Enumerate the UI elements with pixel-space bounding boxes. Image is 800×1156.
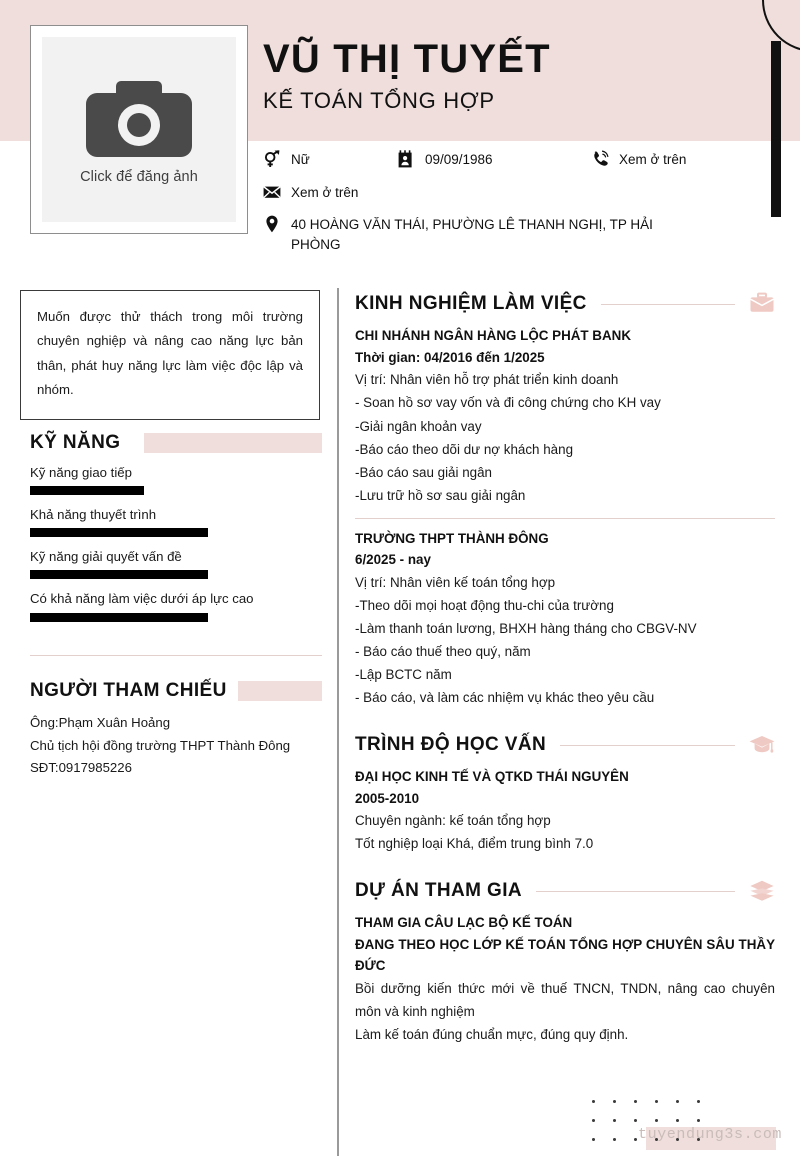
dot	[592, 1119, 595, 1122]
experience-line: -Giải ngân khoản vay	[355, 418, 482, 434]
projects-title: DỰ ÁN THAM GIA	[355, 880, 523, 901]
skills-header	[30, 428, 322, 458]
skills-title-accent	[144, 433, 322, 453]
skills-section-rule	[30, 655, 322, 656]
reference-title-accent	[238, 681, 322, 701]
skill-level-bar	[30, 613, 208, 622]
email-value: Xem ở trên	[291, 184, 359, 200]
reference-line: SĐT:0917985226	[30, 760, 132, 776]
id-card-icon	[397, 150, 415, 168]
experience-line: Vị trí: Nhân viên kế toán tổng hợp	[355, 575, 556, 591]
dot	[697, 1119, 700, 1122]
education-line: Tốt nghiệp loại Khá, điểm trung bình 7.0	[355, 836, 594, 852]
education-header	[355, 733, 775, 757]
dot	[592, 1138, 595, 1141]
name-block	[263, 38, 743, 114]
candidate-job-title: KẾ TOÁN TỔNG HỢP	[263, 88, 495, 113]
graduation-cap-icon	[749, 733, 775, 757]
experience-entry-divider	[355, 518, 775, 519]
skill-item	[30, 548, 322, 579]
education-title: TRÌNH ĐỘ HỌC VẤN	[355, 734, 547, 755]
contact-phone	[591, 150, 686, 170]
skill-label: Có khả năng làm việc dưới áp lực cao	[30, 591, 254, 607]
candidate-name: VŨ THỊ TUYẾT	[263, 37, 551, 81]
location-pin-icon	[263, 215, 281, 233]
phone-value: Xem ở trên	[619, 152, 687, 167]
career-objective-box	[20, 290, 320, 420]
project-line: Bồi dưỡng kiến thức mới về thuế TNCN, TNDN, nâng cao chuyên môn và kinh nghiệm	[355, 981, 775, 1020]
skill-level-bar	[30, 486, 144, 495]
contact-address	[263, 215, 661, 254]
contact-dob	[397, 150, 591, 170]
experience-line: - Báo cáo, và làm các nhiệm vụ khác theo yêu cầu	[355, 690, 655, 706]
experience-time: 6/2025 - nay	[355, 552, 431, 568]
skills-title: KỸ NĂNG	[30, 428, 130, 458]
photo-caption: Click để đăng ảnh	[80, 168, 198, 185]
reference-section	[30, 676, 322, 780]
experience-time: Thời gian: 04/2016 đến 1/2025	[355, 349, 545, 365]
skill-level-bar	[30, 570, 208, 579]
section-rule	[601, 304, 735, 305]
education-line: Chuyên ngành: kế toán tổng hợp	[355, 813, 551, 829]
experience-org: TRƯỜNG THPT THÀNH ĐÔNG	[355, 530, 549, 546]
address-value: 40 HOÀNG VĂN THÁI, PHƯỜNG LÊ THANH NGHỊ, TP HẢI PHÒNG	[291, 217, 653, 252]
project-org: THAM GIA CÂU LẠC BỘ KẾ TOÁN	[355, 915, 573, 930]
experience-line: -Báo cáo theo dõi dư nợ khách hàng	[355, 441, 574, 457]
section-rule	[536, 891, 735, 892]
dot	[676, 1100, 679, 1103]
experience-line: -Theo dõi mọi hoạt động thu-chi của trường	[355, 598, 614, 614]
site-watermark: tuyendung3s.com	[638, 1126, 783, 1143]
contact-row-primary	[263, 150, 783, 170]
experience-section	[355, 292, 775, 709]
dot	[613, 1119, 616, 1122]
education-section	[355, 733, 775, 856]
experience-line: - Soan hồ sơ vay vốn và đi công chứng cho KH vay	[355, 395, 661, 411]
experience-line: -Báo cáo sau giải ngân	[355, 464, 492, 480]
dot	[676, 1119, 679, 1122]
briefcase-icon	[749, 292, 775, 316]
contact-row-email	[263, 183, 783, 203]
project-line: Làm kế toán đúng chuẩn mực, đúng quy định.	[355, 1027, 629, 1043]
dot	[697, 1100, 700, 1103]
dot	[634, 1100, 637, 1103]
skill-label: Khả năng thuyết trình	[30, 507, 157, 523]
experience-entry	[355, 325, 775, 507]
experience-org: CHI NHÁNH NGÂN HÀNG LỘC PHÁT BANK	[355, 328, 631, 343]
contact-row-address	[263, 215, 783, 254]
project-entry	[355, 912, 775, 1046]
envelope-icon	[263, 183, 281, 201]
dot	[634, 1138, 637, 1141]
dot	[655, 1100, 658, 1103]
education-time: 2005-2010	[355, 790, 420, 806]
experience-header	[355, 292, 775, 316]
experience-line: -Lập BCTC năm	[355, 667, 452, 683]
skill-item	[30, 464, 322, 495]
projects-section	[355, 879, 775, 1046]
gender-icon	[263, 150, 281, 168]
camera-icon	[83, 75, 195, 157]
dot	[613, 1100, 616, 1103]
reference-header	[30, 676, 322, 706]
contact-gender	[263, 150, 397, 170]
career-objective-text: Muốn được thử thách trong môi trường chuyên nghiệp và nâng cao năng lực bản thân, phát huy năng lực làm việc độc lập và nhóm.	[37, 309, 303, 398]
experience-line: - Báo cáo thuế theo quý, năm	[355, 644, 531, 660]
education-entry	[355, 766, 775, 856]
education-org: ĐẠI HỌC KINH TẾ VÀ QTKD THÁI NGUYÊN	[355, 769, 629, 784]
dot	[634, 1119, 637, 1122]
dot	[613, 1138, 616, 1141]
dot	[655, 1119, 658, 1122]
skills-section	[30, 428, 322, 633]
dob-value: 09/09/1986	[425, 152, 493, 167]
reference-line: Chủ tịch hội đồng trường THPT Thành Đông	[30, 737, 291, 753]
skill-level-bar	[30, 528, 208, 537]
experience-entry	[355, 528, 775, 710]
dot	[592, 1100, 595, 1103]
skill-item	[30, 506, 322, 537]
projects-header	[355, 879, 775, 903]
skill-label: Kỹ năng giải quyết vấn đề	[30, 549, 182, 565]
gender-value: Nữ	[291, 152, 310, 167]
contact-email	[263, 183, 358, 203]
layers-icon	[749, 879, 775, 903]
experience-line: -Làm thanh toán lương, BHXH hàng tháng cho CBGV-NV	[355, 621, 697, 637]
photo-upload-frame[interactable]	[30, 25, 248, 234]
experience-line: -Lưu trữ hồ sơ sau giải ngân	[355, 487, 526, 503]
photo-placeholder[interactable]	[42, 37, 236, 222]
section-rule	[560, 745, 735, 746]
experience-line: Vị trí: Nhân viên hỗ trợ phát triển kinh doanh	[355, 372, 619, 388]
column-divider	[337, 288, 339, 1156]
skill-label: Kỹ năng giao tiếp	[30, 465, 132, 480]
project-course: ĐANG THEO HỌC LỚP KẾ TOÁN TỔNG HỢP CHUYÊN SÂU THẦY ĐỨC	[355, 936, 775, 974]
phone-icon	[591, 150, 609, 168]
contact-info	[263, 150, 783, 267]
skill-item	[30, 590, 322, 621]
experience-title: KINH NGHIỆM LÀM VIỆC	[355, 293, 587, 314]
reference-line: Ông:Phạm Xuân Hoảng	[30, 715, 171, 730]
reference-title: NGƯỜI THAM CHIẾU	[30, 676, 237, 706]
